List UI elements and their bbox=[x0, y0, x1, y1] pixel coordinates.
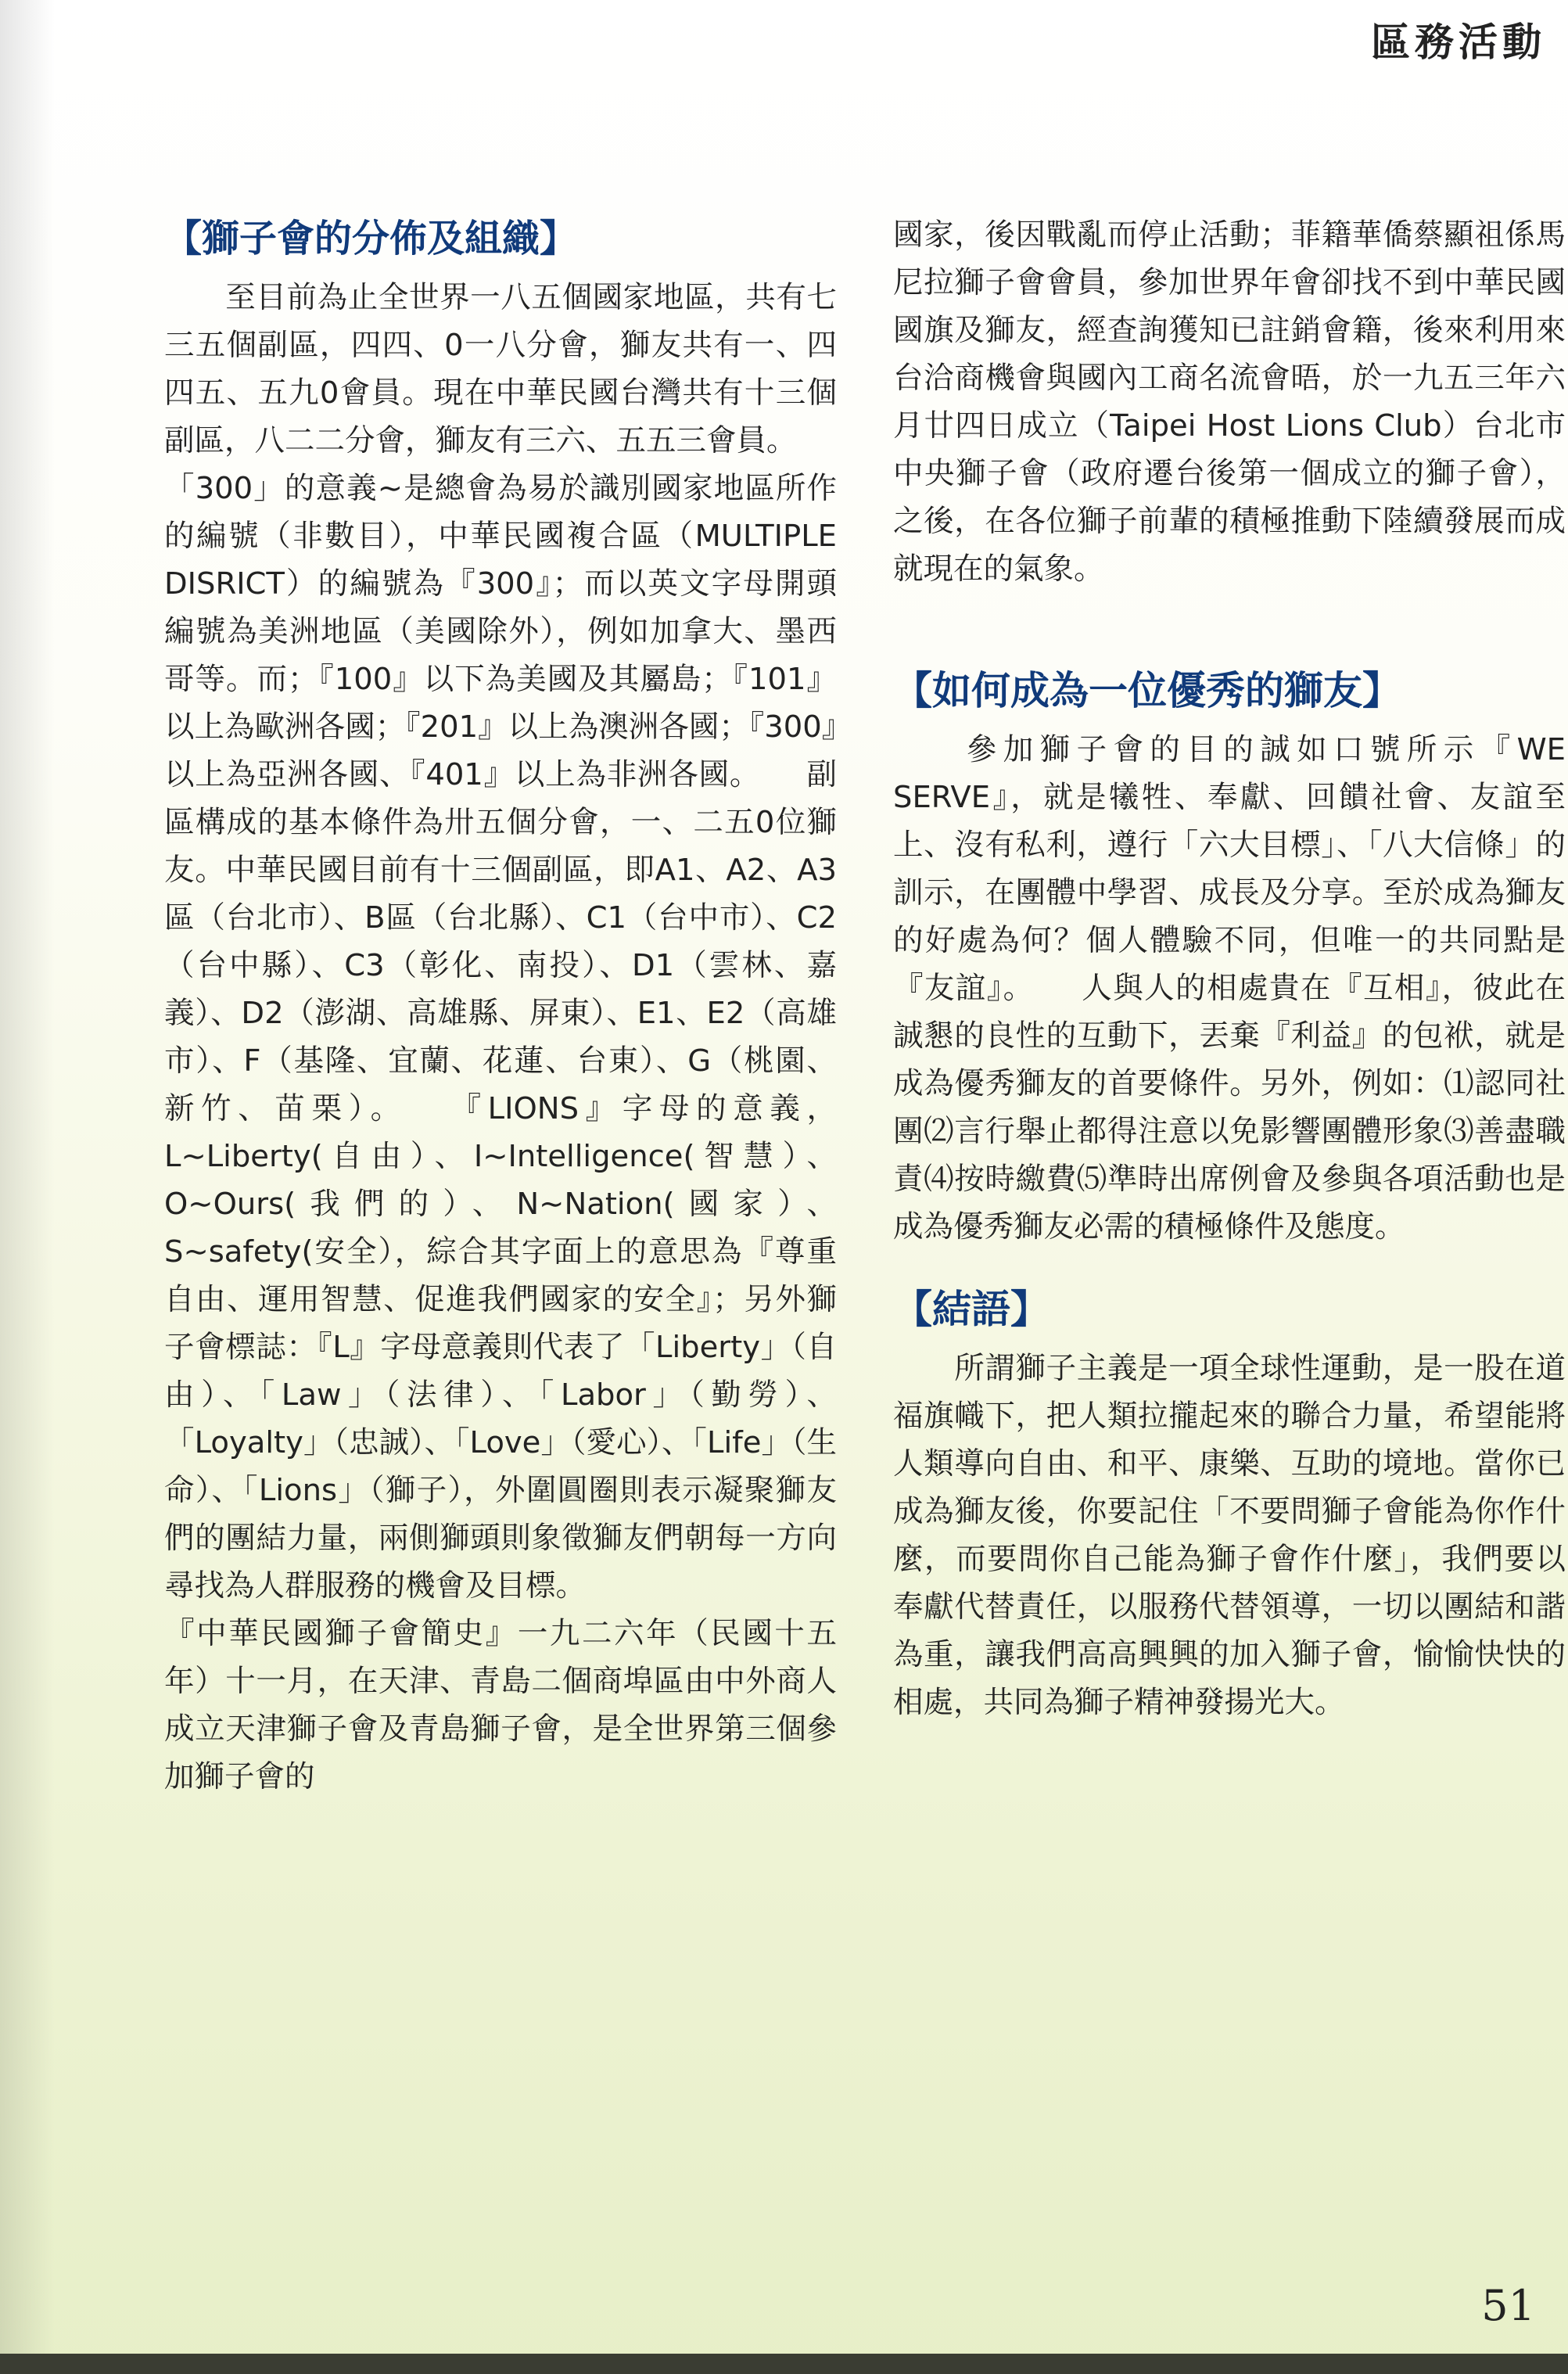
page-number: 51 bbox=[1481, 2281, 1535, 2330]
section-label: 區務活動 bbox=[1371, 20, 1546, 65]
heading-conclusion: 【結語】 bbox=[893, 1287, 1050, 1332]
left-column bbox=[164, 211, 837, 1801]
spacer bbox=[893, 593, 1566, 663]
paragraph-conclusion: 所謂獅子主義是一項全球性運動，是一股在道福旗幟下，把人類拉攏起來的聯合力量，希望能將人類導向自由、和平、康樂、互助的境地。當你已成為獅友後，你要記住「不要問獅子會能為你作什麼，而要問你自己能為獅子會作什麼」，我們要以奉獻代替責任，以服務代替領導，一切以團結和諧為重，讓我們高高興興的加入獅子會，愉愉快快的相處，共同為獅子精神發揚光大。 bbox=[893, 1351, 1566, 1720]
paragraph-excellent-lion: 參加獅子會的目的誠如口號所示『WE SERVE』，就是犧牲、奉獻、回饋社會、友誼至上、沒有私利，遵行「六大目標」、「八大信條」的訓示，在團體中學習、成長及分享。至於成為獅友的好處為何？個人體驗不同，但唯一的共同點是『友誼』。 人與人的相處貴在『互相』，彼此在誠懇的良性的互動下，丟棄『利益』的包袱，就是成為優秀獅友的首要條件。另外，例如：⑴認同社團⑵言行舉止都得注意以免影響團體形象⑶善盡職責⑷按時繳費⑸準時出席例會及參與各項活動也是成為優秀獅友必需的積極條件及態度。 bbox=[893, 732, 1566, 1244]
right-column bbox=[893, 211, 1566, 1726]
heading-distribution-organization: 【獅子會的分佈及組織】 bbox=[164, 217, 578, 260]
paragraph-history-start: 『中華民國獅子會簡史』一九二六年（民國十五年）十一月，在天津、青島二個商埠區由中外商人成立天津獅子會及青島獅子會，是全世界第三個參加獅子會的 bbox=[164, 1616, 837, 1794]
bottom-edge-band bbox=[0, 2354, 1568, 2374]
paragraph-district-and-lions-meaning: 「300」的意義∼是總會為易於識別國家地區所作的編號（非數目），中華民國複合區（MULTIPLE DISRICT）的編號為『300』；而以英文字母開頭編號為美洲地區（美國除外），例如加拿大、墨西哥等。而；『100』以下為美國及其屬島；『101』以上為歐洲各國；『201』以上為澳洲各國；『300』以上為亞洲各國、『401』以上為非洲各國。 副區構成的基本條件為卅五個分會，一、二五0位獅友。中華民國目前有十三個副區，即A1、A2、A3區（台北市）、B區（台北縣）、C1（台中市）、C2（台中縣）、C3（彰化、南投）、D1（雲林、嘉義）、D2（澎湖、高雄縣、屏東）、E1、E2（高雄市）、F（基隆、宜蘭、花蓮、台東）、G（桃園、新竹、苗栗）。 『LIONS』字母的意義，L∼Liberty(自由）、I∼Intelligence(智慧）、O∼Ours(我們的）、N∼Nation(國家）、S∼safety(安全），綜合其字面上的意思為『尊重自由、運用智慧、促進我們國家的安全』；另外獅子會標誌：『L』字母意義則代表了「Liberty」（自由）、「Law」（法律）、「Labor」（勤勞）、「Loyalty」（忠誠）、「Love」（愛心）、「Life」（生命）、「Lions」（獅子），外圍圓圈則表示凝聚獅友們的團結力量，兩側獅頭則象徵獅友們朝每一方向尋找為人群服務的機會及目標。 bbox=[164, 471, 837, 1604]
page-binding-shadow bbox=[0, 0, 55, 2374]
spacer bbox=[893, 1251, 1566, 1282]
heading-excellent-lion: 【如何成為一位優秀的獅友】 bbox=[893, 668, 1401, 713]
paragraph-membership-stats: 至目前為止全世界一八五個國家地區，共有七三五個副區，四四、0一八分會，獅友共有一、四四五、五九0會員。現在中華民國台灣共有十三個副區，八二二分會，獅友有三六、五五三會員。 bbox=[164, 280, 837, 458]
paragraph-history-continued: 國家，後因戰亂而停止活動；菲籍華僑蔡顯祖係馬尼拉獅子會會員，參加世界年會卻找不到中華民國國旗及獅友，經查詢獲知已註銷會籍，後來利用來台洽商機會與國內工商名流會晤，於一九五三年六月廿四日成立（Taipei Host Lions Club）台北市中央獅子會（政府遷台後第一個成立的獅子會），之後，在各位獅子前輩的積極推動下陸續發展而成就現在的氣象。 bbox=[893, 217, 1566, 587]
